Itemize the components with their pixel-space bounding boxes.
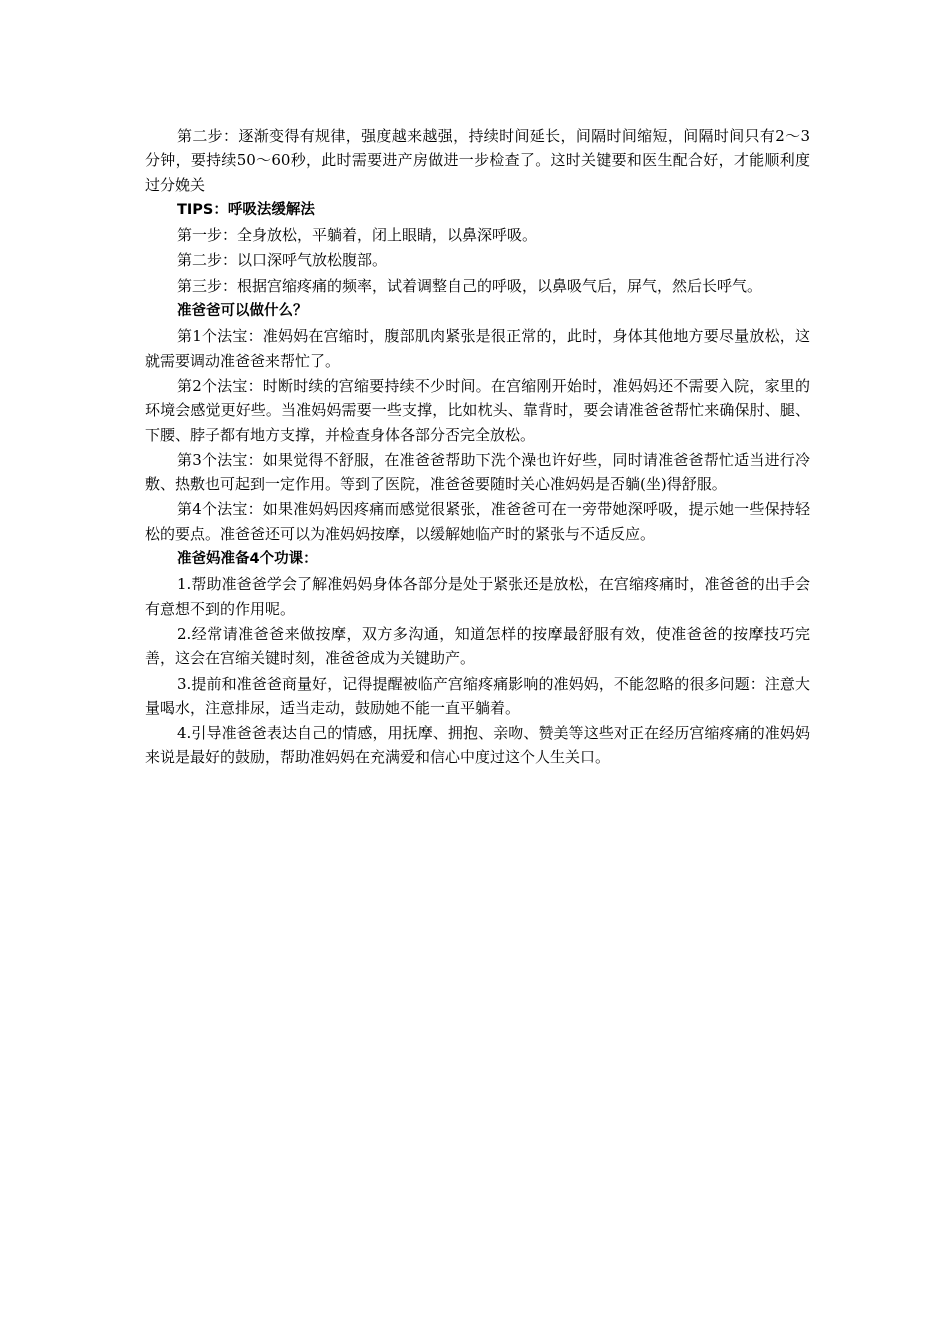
- paragraph-tip-three: 第3个法宝：如果觉得不舒服，在准爸爸帮助下洗个澡也许好些，同时请准爸爸帮忙适当进行冷敷、热敷也可起到一定作用。等到了医院，准爸爸要随时关心准妈妈是否躺(坐)得舒服。: [145, 450, 810, 494]
- heading-what-dad-can-do: 准爸爸可以做什么？: [177, 303, 308, 320]
- document-body: [145, 124, 810, 771]
- heading-four-lessons: 准爸妈准备4个功课：: [177, 551, 318, 568]
- paragraph-breathing-step-one: 第一步：全身放松，平躺着，闭上眼睛，以鼻深呼吸。: [177, 226, 538, 245]
- paragraph-lesson-one: 1.帮助准爸爸学会了解准妈妈身体各部分是处于紧张还是放松，在宫缩疼痛时，准爸爸的出手会有意想不到的作用呢。: [145, 575, 810, 618]
- paragraph-lesson-two: 2.经常请准爸爸来做按摩，双方多沟通，知道怎样的按摩最舒服有效，使准爸爸的按摩技巧完善，这会在宫缩关键时刻，准爸爸成为关键助产。: [145, 624, 810, 668]
- paragraph-lesson-three: 3.提前和准爸爸商量好，记得提醒被临产宫缩疼痛影响的准妈妈，不能忽略的很多问题：注意大量喝水，注意排尿，适当走动，鼓励她不能一直平躺着。: [145, 674, 810, 717]
- paragraph-tip-one: 第1个法宝：准妈妈在宫缩时，腹部肌肉紧张是很正常的，此时，身体其他地方要尽量放松，这就需要调动准爸爸来帮忙了。: [145, 327, 810, 370]
- paragraph-breathing-step-three: 第三步：根据宫缩疼痛的频率，试着调整自己的呼吸，以鼻吸气后，屏气，然后长呼气。: [177, 276, 763, 295]
- paragraph-tip-four: 第4个法宝：如果准妈妈因疼痛而感觉很紧张，准爸爸可在一旁带她深呼吸，提示她一些保持轻松的要点。准爸爸还可以为准妈妈按摩，以缓解她临产时的紧张与不适反应。: [145, 500, 810, 543]
- paragraph-breathing-step-two: 第二步：以口深呼气放松腹部。: [177, 251, 388, 270]
- paragraph-step-two-labor: 第二步：逐渐变得有规律，强度越来越强，持续时间延长，间隔时间缩短，间隔时间只有2～3分钟，要持续50～60秒，此时需要进产房做进一步检查了。这时关键要和医生配合好，才能顺利度过分娩关: [145, 127, 810, 194]
- paragraph-lesson-four: 4.引导准爸爸表达自己的情感，用抚摩、拥抱、亲吻、赞美等这些对正在经历宫缩疼痛的准妈妈来说是最好的鼓励，帮助准妈妈在充满爱和信心中度过这个人生关口。: [145, 724, 810, 767]
- heading-breathing-tips: TIPS：呼吸法缓解法: [177, 201, 315, 218]
- paragraph-tip-two: 第2个法宝：时断时续的宫缩要持续不少时间。在宫缩刚开始时，准妈妈还不需要入院，家里的环境会感觉更好些。当准妈妈需要一些支撑，比如枕头、靠背时，要会请准爸爸帮忙来确保肘、腿、下腰、脖子都有地方支撑，并检查身体各部分否完全放松。: [145, 376, 810, 444]
